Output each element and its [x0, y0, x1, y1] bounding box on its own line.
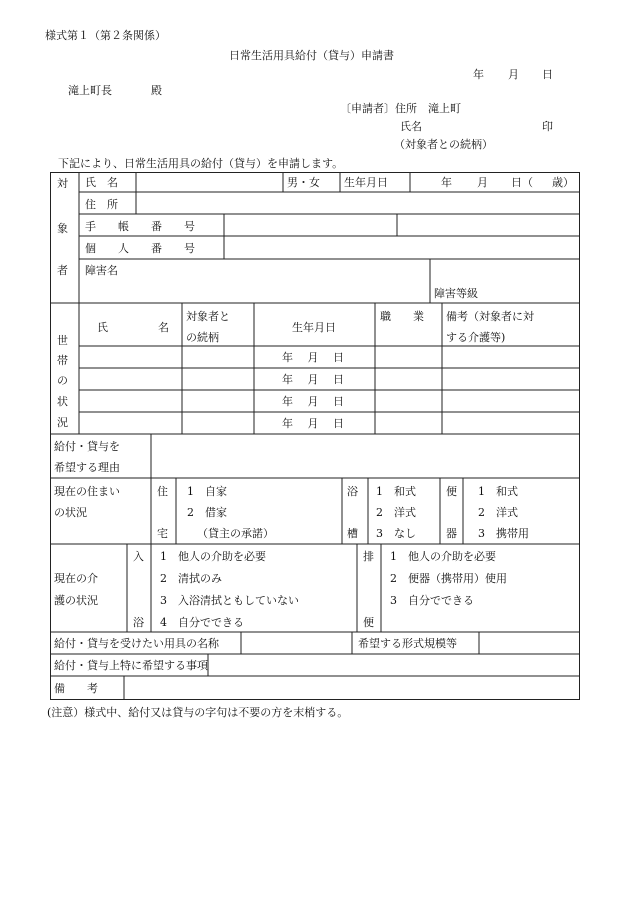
bath-option-3: 3 なし [376, 527, 416, 540]
toilet-option-1: 1 和式 [478, 485, 518, 498]
care-label-1: 現在の介 [54, 572, 98, 585]
household-row-2-date: 年 月 日 [282, 373, 344, 386]
household-col-note-1: 備考（対象者に対 [446, 310, 534, 323]
subject-section-label-2: 象 [57, 222, 68, 235]
subject-section-label-1: 対 [57, 177, 68, 190]
date-day: 日 [542, 68, 553, 81]
handbook-number-label: 手 帳 番 号 [85, 220, 195, 233]
bathing-option-3: 3 入浴清拭ともしていない [160, 594, 299, 607]
subject-birth-day: 日（ [511, 176, 533, 189]
household-col-job: 職 業 [380, 310, 424, 323]
care-label-2: 護の状況 [54, 594, 98, 607]
house-option-1: 1 自家 [187, 485, 227, 498]
addressee: 滝上町長 [68, 84, 112, 97]
bathing-char-2: 浴 [133, 616, 144, 629]
bath-char-1: 浴 [347, 485, 358, 498]
reason-label-1: 給付・貸与を [54, 440, 120, 453]
toilet-option-2: 2 洋式 [478, 506, 518, 519]
form-title: 日常生活用具給付（貸与）申請書 [229, 49, 394, 62]
house-option-3: （貸主の承諾） [197, 527, 274, 540]
seal-mark: 印 [542, 120, 553, 133]
household-section-label-2: 帯 [57, 354, 68, 367]
household-section-label-1: 世 [57, 334, 68, 347]
honorific: 殿 [151, 84, 162, 97]
household-col-note-2: する介護等) [446, 331, 506, 344]
household-section-label-3: の [57, 374, 68, 387]
form-number: 様式第１（第２条関係） [45, 29, 166, 42]
excretion-option-2: 2 便器（携帯用）使用 [390, 572, 507, 585]
toilet-option-3: 3 携帯用 [478, 527, 529, 540]
house-char-1: 住 [157, 485, 168, 498]
bath-option-2: 2 洋式 [376, 506, 416, 519]
relation-note: （対象者との続柄） [394, 138, 493, 151]
household-col-name-2: 名 [158, 321, 169, 334]
applicant-name-label: 氏名 [400, 120, 422, 133]
household-row-1-date: 年 月 日 [282, 351, 344, 364]
bath-option-1: 1 和式 [376, 485, 416, 498]
excretion-option-3: 3 自分でできる [390, 594, 474, 607]
subject-sex-label: 男・女 [287, 176, 320, 189]
disability-grade-label: 障害等級 [434, 287, 478, 300]
subject-age: 歳） [552, 176, 574, 189]
equipment-name-label: 給付・貸与を受けたい用具の名称 [54, 637, 219, 650]
bathing-option-4: 4 自分でできる [160, 616, 244, 629]
household-row-3-date: 年 月 日 [282, 395, 344, 408]
application-table [50, 172, 580, 700]
subject-birth-month: 月 [477, 176, 488, 189]
disability-name-label: 障害名 [85, 264, 118, 277]
housing-label-2: の状況 [54, 506, 87, 519]
bathing-option-1: 1 他人の介助を必要 [160, 550, 266, 563]
house-char-2: 宅 [157, 527, 168, 540]
footer-note: (注意）様式中、給付又は貸与の字句は不要の方を末梢する。 [47, 706, 349, 719]
household-col-relation-1: 対象者と [186, 310, 230, 323]
bathing-option-2: 2 清拭のみ [160, 572, 222, 585]
household-section-label-5: 況 [57, 416, 68, 429]
excretion-char-2: 便 [363, 616, 374, 629]
excretion-option-1: 1 他人の介助を必要 [390, 550, 496, 563]
household-col-relation-2: の続柄 [186, 331, 219, 344]
date-month: 月 [508, 68, 519, 81]
intro-text: 下記により、日常生活用具の給付（貸与）を申請します。 [58, 157, 344, 170]
household-section-label-4: 状 [57, 395, 68, 408]
desired-type-label: 希望する形式規模等 [358, 637, 457, 650]
date-year: 年 [473, 68, 484, 81]
subject-section-label-3: 者 [57, 264, 68, 277]
excretion-char-1: 排 [363, 550, 374, 563]
household-row-4-date: 年 月 日 [282, 417, 344, 430]
remarks-label: 備 考 [54, 682, 98, 695]
reason-label-2: 希望する理由 [54, 461, 120, 474]
household-col-name-1: 氏 [97, 321, 108, 334]
house-option-2: 2 借家 [187, 506, 227, 519]
applicant-address-label: 〔申請者〕住所 滝上町 [340, 102, 461, 115]
subject-address-label: 住 所 [85, 198, 118, 211]
toilet-char-2: 器 [446, 527, 457, 540]
household-col-birth: 生年月日 [292, 321, 336, 334]
bath-char-2: 槽 [347, 527, 358, 540]
bathing-char-1: 入 [133, 550, 144, 563]
personal-number-label: 個 人 番 号 [85, 242, 195, 255]
toilet-char-1: 便 [446, 485, 457, 498]
special-requests-label: 給付・貸与上特に希望する事項 [54, 659, 208, 672]
subject-birthdate-label: 生年月日 [344, 176, 388, 189]
subject-birth-year: 年 [441, 176, 452, 189]
housing-label-1: 現在の住まい [54, 485, 120, 498]
subject-name-label: 氏 名 [85, 176, 118, 189]
